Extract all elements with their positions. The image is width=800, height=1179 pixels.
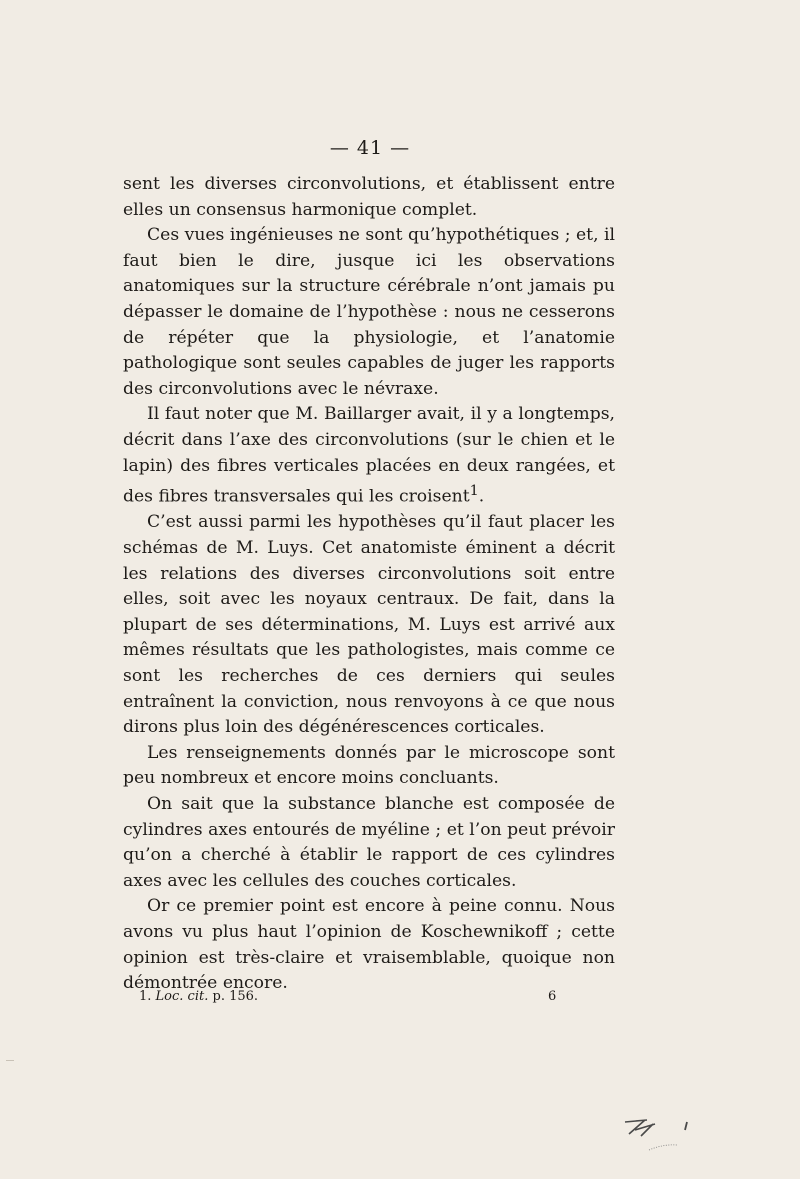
paragraph: Ces vues ingénieuses ne sont qu’hypothétiques ; et, il faut bien le dire, jusque ici les observations anatomiques sur la structure cérébrale n’ont jamais pu dépasser le domaine de l’hypothèse : nous ne cesserons de répéter que la physiologie, et l’anatomie pathologique sont seules capables de juger les rapports des circonvolutions avec le névraxe. <box>123 225 615 399</box>
footnote-reference: 1 <box>469 483 479 500</box>
paragraph <box>123 402 615 510</box>
paragraph: Les renseignements donnés par le microscope sont peu nombreux et encore moins concluants. <box>123 742 615 789</box>
margin-mark <box>6 1060 14 1061</box>
paragraph: Or ce premier point est encore à peine connu. Nous avons vu plus haut l’opinion de Koschewnikoff ; cette opinion est très-claire et vraisemblable, quoique non démontrée encore. <box>123 896 615 994</box>
paragraph: On sait que la substance blanche est composée de cylindres axes entourés de myéline ; et l’on peut prévoir qu’on a cherché à établir le rapport de ces cylindres axes avec les cellules des couches corticales. <box>123 793 615 891</box>
pencil-annotation <box>615 1110 715 1160</box>
signature-mark: 6 <box>548 989 557 1004</box>
paragraph-text: Il faut noter que M. Baillarger avait, il y a longtemps, décrit dans l’axe des circonvolutions (sur le chien et le lapin) des fibres verticales placées en deux rangées, et des fibres transversales qui les croisent <box>123 404 615 507</box>
footnote-number: 1. <box>139 989 152 1004</box>
body-text <box>123 172 615 997</box>
paragraph: sent les diverses circonvolutions, et établissent entre elles un consensus harmonique complet. <box>123 174 615 220</box>
paragraph: C’est aussi parmi les hypothèses qu’il faut placer les schémas de M. Luys. Cet anatomiste éminent a décrit les relations des diverses circonvolutions soit entre elles, soit avec les noyaux centraux. De fait, dans la plupart de ses déterminations, M. Luys est arrivé aux mêmes résultats que les pathologistes, mais comme ce sont les recherches de ces derniers qui seules entraînent la conviction, nous renvoyons à ce que nous dirons plus loin des dégénérescences corticales. <box>123 512 615 738</box>
paragraph-end: . <box>478 486 485 507</box>
footnote-page: p. 156. <box>212 989 259 1004</box>
page-number: — 41 — <box>329 137 411 159</box>
footnote-citation: Loc. cit. <box>155 989 209 1004</box>
footnote <box>139 989 258 1004</box>
